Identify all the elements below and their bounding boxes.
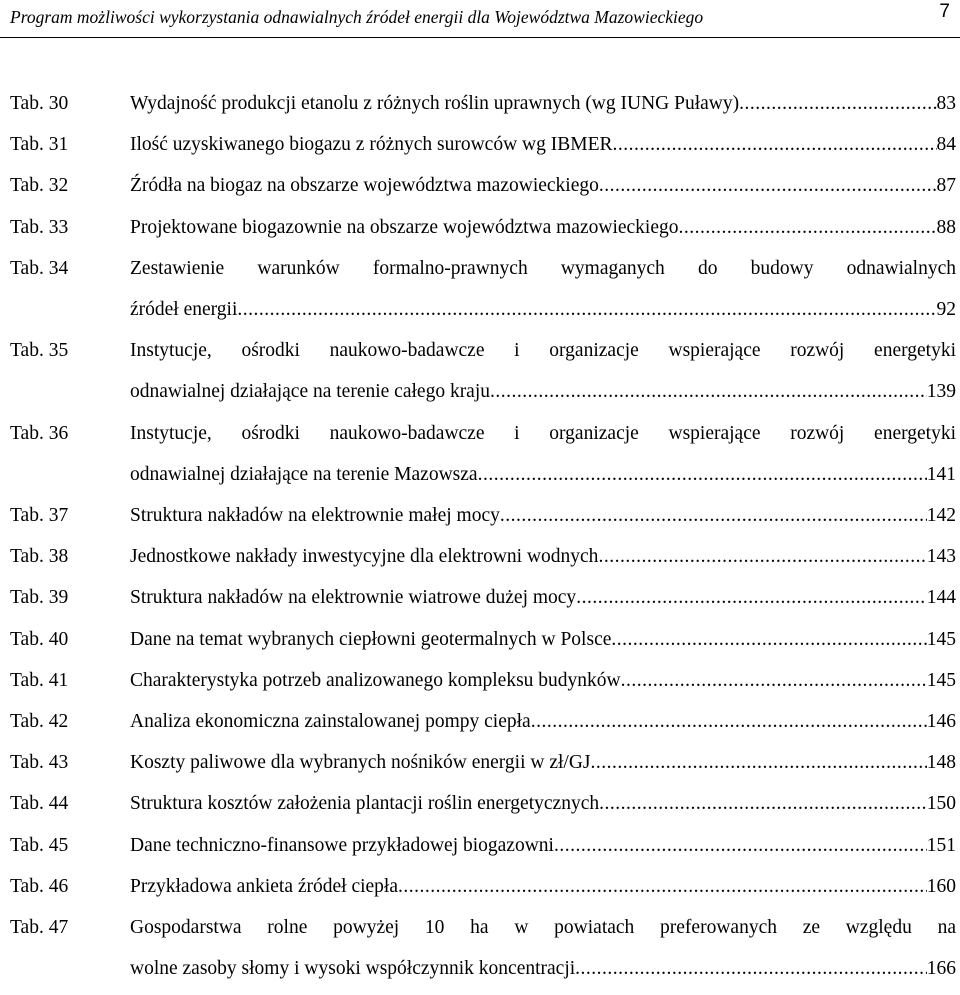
toc-entry-page: 88 xyxy=(936,216,956,238)
dot-leader xyxy=(490,371,927,412)
toc-entry[interactable] xyxy=(10,619,956,660)
toc-entry-last-line xyxy=(130,207,956,248)
dot-leader xyxy=(739,83,936,124)
toc-entry-body xyxy=(130,866,956,907)
toc-entry[interactable] xyxy=(10,165,956,206)
toc-entry-last-line xyxy=(130,536,956,577)
toc-entry[interactable] xyxy=(10,577,956,618)
toc-entry-page: 150 xyxy=(926,793,956,815)
toc-entry-last-line xyxy=(130,83,956,124)
toc-entry-body xyxy=(130,619,956,660)
toc-entry-title: wolne zasoby słomy i wysoki współczynnik koncentracji xyxy=(130,958,576,980)
toc-entry[interactable] xyxy=(10,660,956,701)
toc-entry-page: 145 xyxy=(926,628,956,650)
toc-entry-last-line xyxy=(130,948,956,989)
toc-entry[interactable] xyxy=(10,207,956,248)
toc-entry-number: Tab. 45 xyxy=(10,834,69,856)
toc-entry-number: Tab. 31 xyxy=(10,134,69,156)
toc-entry-page: 145 xyxy=(926,669,956,691)
toc-entry-body xyxy=(130,577,956,618)
toc-entry[interactable] xyxy=(10,124,956,165)
toc-entry-body xyxy=(130,413,956,495)
toc-entry-title: odnawialnej działające na terenie Mazowsza xyxy=(130,463,478,485)
toc-entry[interactable] xyxy=(10,742,956,783)
dot-leader xyxy=(599,165,937,206)
toc-entry-number: Tab. 32 xyxy=(10,175,69,197)
dot-leader xyxy=(599,783,927,824)
toc-entry-number: Tab. 39 xyxy=(10,587,69,609)
toc-entry-page: 143 xyxy=(926,546,956,568)
toc-entry-title: Projektowane biogazownie na obszarze województwa mazowieckiego xyxy=(130,216,679,238)
toc-entry-page: 87 xyxy=(936,175,956,197)
toc-entry-last-line xyxy=(130,124,956,165)
toc-entry-body xyxy=(130,248,956,330)
toc-entry-page: 92 xyxy=(936,299,956,320)
toc-entry[interactable] xyxy=(10,536,956,577)
toc-entry-title: Ilość uzyskiwanego biogazu z różnych surowców wg IBMER xyxy=(130,134,613,156)
dot-leader xyxy=(531,701,927,742)
toc-entry-title-line: Instytucje, ośrodki naukowo-badawcze i organizacje wspierające rozwój energetyki xyxy=(130,340,956,362)
toc-entry[interactable] xyxy=(10,866,956,907)
toc-entry-body xyxy=(130,495,956,536)
toc-entry-page: 142 xyxy=(926,504,956,526)
dot-leader xyxy=(621,660,927,701)
page-number: 7 xyxy=(939,1,950,22)
toc-entry-page: 146 xyxy=(926,710,956,732)
toc-entry-number: Tab. 36 xyxy=(10,422,69,444)
toc-entry[interactable] xyxy=(10,330,956,412)
toc-entry-number: Tab. 38 xyxy=(10,546,69,568)
toc-entry[interactable] xyxy=(10,825,956,866)
toc-entry-page: 84 xyxy=(936,134,956,156)
toc-entry-body xyxy=(130,825,956,866)
table-of-contents xyxy=(10,83,956,989)
toc-entry-number: Tab. 44 xyxy=(10,793,69,815)
toc-entry[interactable] xyxy=(10,495,956,536)
toc-entry-number: Tab. 47 xyxy=(10,916,69,938)
toc-entry-page: 141 xyxy=(926,463,956,485)
toc-entry-title-line: Instytucje, ośrodki naukowo-badawcze i organizacje wspierające rozwój energetyki xyxy=(130,422,956,444)
toc-entry-number: Tab. 43 xyxy=(10,752,69,774)
toc-entry-last-line xyxy=(130,289,956,330)
toc-entry[interactable] xyxy=(10,701,956,742)
toc-entry-number: Tab. 40 xyxy=(10,628,69,650)
dot-leader xyxy=(575,948,927,989)
toc-entry-last-line xyxy=(130,165,956,206)
toc-entry-title: Analiza ekonomiczna zainstalowanej pompy ciepła xyxy=(130,710,531,732)
toc-entry-title: Dane na temat wybranych ciepłowni geotermalnych w Polsce xyxy=(130,628,612,650)
toc-entry-last-line xyxy=(130,742,956,783)
running-header xyxy=(0,0,960,38)
toc-entry-body xyxy=(130,124,956,165)
toc-entry[interactable] xyxy=(10,248,956,330)
toc-entry-last-line xyxy=(130,454,956,495)
toc-entry-title: Struktura nakładów na elektrownie małej mocy xyxy=(130,504,500,526)
toc-entry-title: Jednostkowe nakłady inwestycyjne dla elektrowni wodnych xyxy=(130,546,599,568)
toc-entry-last-line xyxy=(130,825,956,866)
toc-entry-page: 166 xyxy=(926,958,956,980)
toc-entry-page: 160 xyxy=(926,875,956,897)
toc-entry-number: Tab. 37 xyxy=(10,504,69,526)
toc-entry-title: Charakterystyka potrzeb analizowanego kompleksu budynków xyxy=(130,669,621,691)
toc-entry-title: odnawialnej działające na terenie całego kraju xyxy=(130,381,491,403)
toc-entry-title: Wydajność produkcji etanolu z różnych roślin uprawnych (wg IUNG Puławy) xyxy=(130,93,740,114)
toc-entry-page: 144 xyxy=(926,587,956,609)
toc-entry-last-line xyxy=(130,783,956,824)
toc-entry-last-line xyxy=(130,701,956,742)
dot-leader xyxy=(679,207,937,248)
toc-entry-title: Struktura kosztów założenia plantacji roślin energetycznych xyxy=(130,793,600,815)
toc-entry-number: Tab. 35 xyxy=(10,340,69,362)
toc-entry-title: Dane techniczno-finansowe przykładowej biogazowni xyxy=(130,834,554,856)
toc-entry-number: Tab. 30 xyxy=(10,93,69,114)
toc-entry-title-line: Gospodarstwa rolne powyżej 10 ha w powiatach preferowanych ze względu na xyxy=(130,916,956,938)
toc-entry[interactable] xyxy=(10,907,956,989)
dot-leader xyxy=(576,577,927,618)
dot-leader xyxy=(598,536,926,577)
dot-leader xyxy=(591,742,927,783)
toc-entry-title-line: Zestawienie warunków formalno-prawnych wymaganych do budowy odnawialnych xyxy=(130,257,956,279)
toc-entry-body xyxy=(130,783,956,824)
toc-entry-body xyxy=(130,536,956,577)
toc-entry-last-line xyxy=(130,619,956,660)
dot-leader xyxy=(611,619,926,660)
toc-entry-page: 148 xyxy=(926,752,956,774)
dot-leader xyxy=(500,495,927,536)
toc-entry-title: Źródła na biogaz na obszarze województwa mazowieckiego xyxy=(130,175,599,197)
dot-leader xyxy=(554,825,927,866)
toc-entry-body xyxy=(130,742,956,783)
toc-entry-page: 83 xyxy=(936,93,956,114)
toc-entry-number: Tab. 46 xyxy=(10,875,69,897)
toc-entry-title: Przykładowa ankieta źródeł ciepła xyxy=(130,875,399,897)
toc-entry-last-line xyxy=(130,371,956,412)
toc-entry[interactable] xyxy=(10,83,956,124)
toc-entry-body xyxy=(130,701,956,742)
toc-entry-body xyxy=(130,83,956,124)
toc-entry-last-line xyxy=(130,495,956,536)
toc-entry-body xyxy=(130,330,956,412)
toc-entry[interactable] xyxy=(10,783,956,824)
toc-entry-title: źródeł energii xyxy=(130,299,238,320)
toc-entry-last-line xyxy=(130,866,956,907)
dot-leader xyxy=(237,289,936,330)
dot-leader xyxy=(613,124,937,165)
toc-entry-body xyxy=(130,165,956,206)
toc-entry-number: Tab. 33 xyxy=(10,216,69,238)
toc-entry-page: 151 xyxy=(926,834,956,856)
toc-entry-last-line xyxy=(130,577,956,618)
toc-entry-number: Tab. 42 xyxy=(10,710,69,732)
toc-entry-title: Struktura nakładów na elektrownie wiatrowe dużej mocy xyxy=(130,587,577,609)
toc-entry-body xyxy=(130,907,956,989)
toc-entry-body xyxy=(130,660,956,701)
toc-entry[interactable] xyxy=(10,413,956,495)
toc-entry-title: Koszty paliwowe dla wybranych nośników energii w zł/GJ xyxy=(130,752,591,774)
toc-entry-number: Tab. 41 xyxy=(10,669,69,691)
toc-entry-body xyxy=(130,207,956,248)
toc-entry-page: 139 xyxy=(926,381,956,403)
toc-entry-number: Tab. 34 xyxy=(10,257,69,279)
toc-entry-last-line xyxy=(130,660,956,701)
dot-leader xyxy=(478,454,927,495)
document-title: Program możliwości wykorzystania odnawialnych źródeł energii dla Województwa Mazowieckiego xyxy=(10,7,704,27)
dot-leader xyxy=(398,866,927,907)
